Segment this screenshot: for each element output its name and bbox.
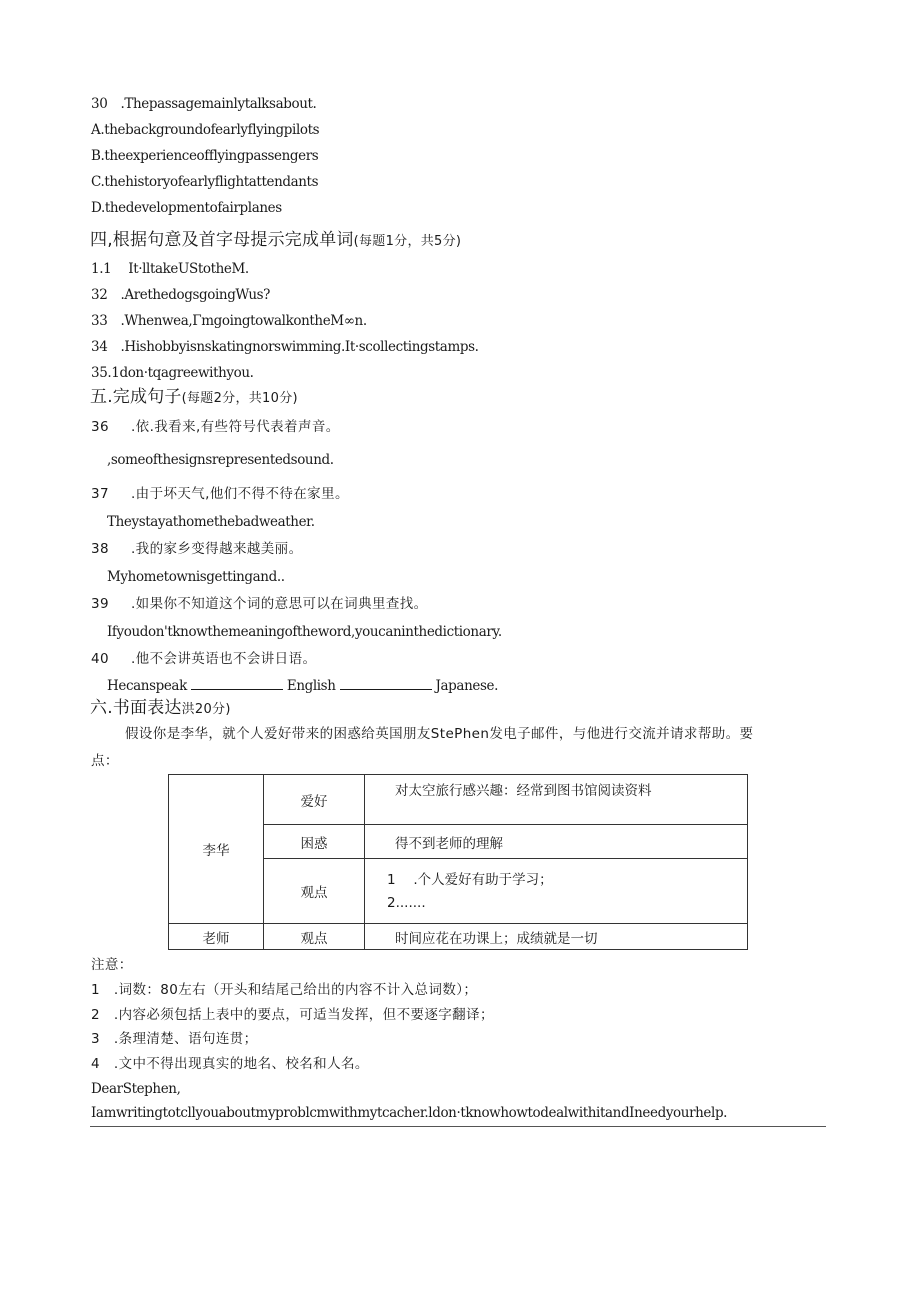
row-desc-confusion: 得不到老师的理解 bbox=[365, 825, 748, 859]
q40-chinese-text: .他不会讲英语也不会讲日语。 bbox=[130, 651, 317, 667]
notes-title: 注意： bbox=[91, 957, 133, 973]
q40-english-a: Hecanspeak bbox=[107, 678, 187, 694]
q30-option-b: B.theexperienceofflyingpassengers bbox=[91, 148, 319, 164]
row-desc-hobby: 对太空旅行感兴趣：经常到图书馆阅读资料 bbox=[365, 775, 748, 825]
q37-chinese bbox=[91, 485, 349, 503]
note-4: 4 .文中不得出现真实的地名、校名和人名。 bbox=[91, 1056, 369, 1072]
q38-english: Myhometownisgettingand.. bbox=[107, 569, 285, 585]
q40-english-c: Japanese. bbox=[435, 678, 498, 694]
q37-english: Theystayathomethebadweather. bbox=[107, 514, 315, 530]
q38-number: 38 bbox=[91, 541, 109, 557]
person-teacher: 老师 bbox=[169, 924, 264, 950]
section4-title: 四,根据句意及首字母提示完成单词 bbox=[90, 230, 354, 250]
q36-english: ,someofthesignsrepresentedsound. bbox=[107, 452, 334, 468]
q39-number: 39 bbox=[91, 596, 109, 612]
letter-opening: Iamwritingtotcllyouaboutmyproblcmwithmytcacher.ldon·tknowhowtodealwithitandIneedyourhelp. bbox=[91, 1105, 728, 1121]
section6-title: 六.书面表达 bbox=[90, 698, 182, 718]
q30-option-d: D.thedevelopmentofairplanes bbox=[91, 200, 282, 216]
q30-stem: 30 .Thepassagemainlytalksabout. bbox=[91, 96, 317, 112]
q31-item: 1.1 It·lltakeUStotheM. bbox=[91, 261, 249, 277]
outline-table bbox=[168, 774, 748, 950]
note-1: 1 .词数：80左右（开头和结尾己给出的内容不计入总词数）； bbox=[91, 982, 478, 998]
row-item-view-lihua: 观点 bbox=[264, 859, 365, 924]
q38-chinese-text: .我的家乡变得越来越美丽。 bbox=[130, 541, 303, 557]
q36-chinese-text: .依.我看来,有些符号代表着声音。 bbox=[130, 419, 340, 435]
row-desc-view-lihua bbox=[365, 859, 748, 924]
section4-heading bbox=[90, 229, 461, 253]
section6-heading bbox=[90, 697, 231, 721]
q38-chinese bbox=[91, 540, 302, 558]
view-point-1: 1 .个人爱好有助于学习； bbox=[387, 872, 553, 888]
q36-chinese bbox=[91, 418, 340, 436]
section5-heading bbox=[90, 386, 298, 410]
q33-item: 33 .Whenwea,ΓmgoingtowalkontheM∞n. bbox=[91, 313, 367, 329]
table-row bbox=[169, 775, 748, 825]
q39-english: Ifyoudon'tknowthemeaningoftheword,youcaninthedictionary. bbox=[107, 624, 502, 640]
q32-item: 32 .ArethedogsgoingWus? bbox=[91, 287, 271, 303]
q39-chinese bbox=[91, 595, 428, 613]
section6-prompt-line1: 假设你是李华，就个人爱好带来的困惑给英国朋友StePhen发电子邮件，与他进行交流并请求帮助。要 bbox=[125, 726, 754, 742]
q35-item: 35.1don·tqagreewithyou. bbox=[91, 365, 254, 381]
q30-option-c: C.thehistoryofearlyflightattendants bbox=[91, 174, 319, 190]
q37-chinese-text: .由于坏天气,他们不得不待在家里。 bbox=[130, 486, 349, 502]
q36-number: 36 bbox=[91, 419, 109, 435]
q40-blank-1[interactable] bbox=[191, 677, 283, 690]
table-row bbox=[169, 924, 748, 950]
section4-note: (每题1分，共5分) bbox=[353, 234, 462, 249]
q40-english-b: English bbox=[286, 678, 336, 694]
section5-note: (每题2分，共10分) bbox=[181, 391, 298, 406]
q40-english bbox=[107, 677, 498, 695]
q37-number: 37 bbox=[91, 486, 109, 502]
section6-note: 洪20分) bbox=[181, 702, 231, 717]
q40-number: 40 bbox=[91, 651, 109, 667]
person-lihua: 李华 bbox=[169, 775, 264, 924]
q30-option-a: A.thebackgroundofearlyflyingpilots bbox=[91, 122, 320, 138]
letter-greeting: DearStephen, bbox=[91, 1081, 181, 1097]
row-desc-view-teacher: 时间应花在功课上；成绩就是一切 bbox=[365, 924, 748, 950]
row-item-hobby: 爱好 bbox=[264, 775, 365, 825]
q34-item: 34 .Hishobbyisnskatingnorswimming.It·scollectingstamps. bbox=[91, 339, 479, 355]
q40-blank-2[interactable] bbox=[340, 677, 432, 690]
q40-chinese bbox=[91, 650, 316, 668]
row-item-confusion: 困惑 bbox=[264, 825, 365, 859]
row-item-view-teacher: 观点 bbox=[264, 924, 365, 950]
view-point-2: 2....... bbox=[387, 895, 426, 911]
note-3: 3 .条理清楚、语句连贯； bbox=[91, 1031, 258, 1047]
section6-prompt-line2: 点： bbox=[91, 753, 119, 769]
section5-title: 五.完成句子 bbox=[90, 387, 182, 407]
bottom-rule bbox=[90, 1126, 826, 1127]
q39-chinese-text: .如果你不知道这个词的意思可以在词典里查找。 bbox=[130, 596, 428, 612]
note-2: 2 .内容必须包括上表中的要点，可适当发挥，但不要逐字翻译； bbox=[91, 1007, 494, 1023]
